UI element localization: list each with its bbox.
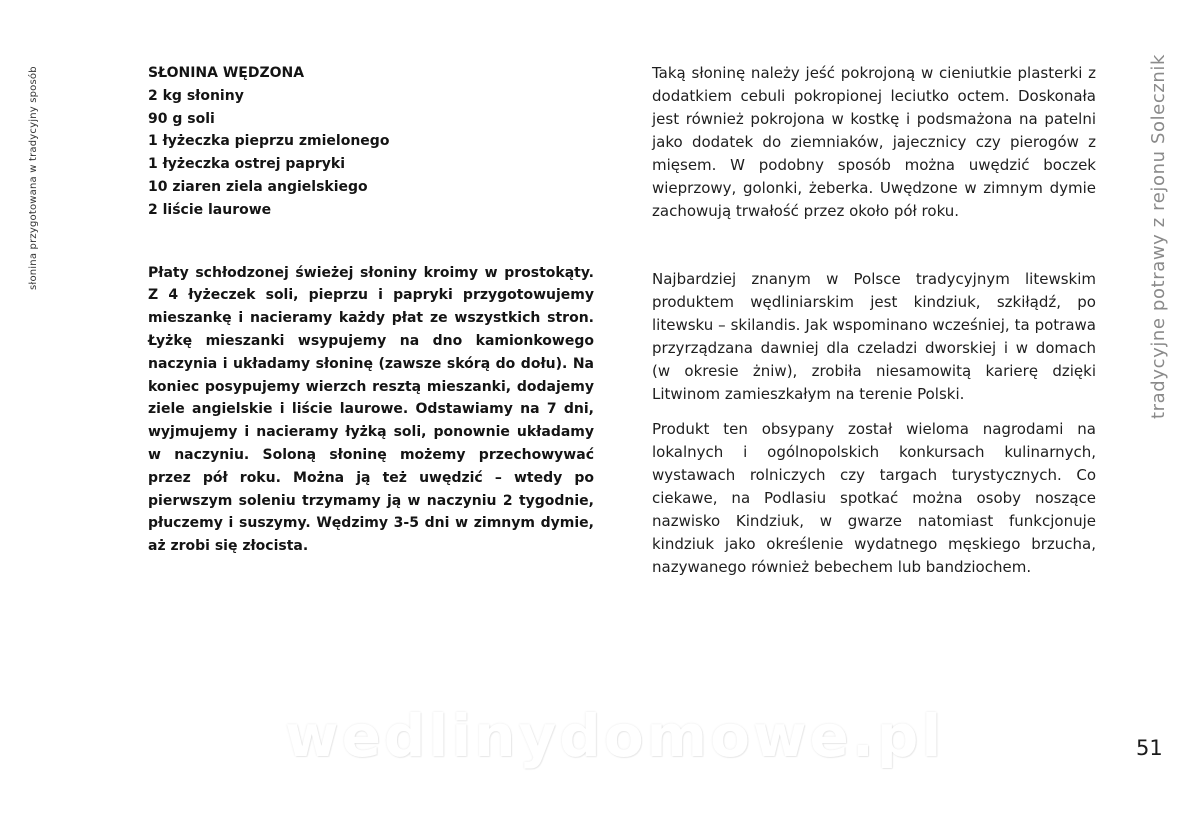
article-column <box>652 62 1096 579</box>
ingredient-item: 2 kg słoniny <box>148 87 244 104</box>
ingredient-item: 2 liście laurowe <box>148 201 272 218</box>
watermark: wedlinydomowe.pl <box>285 702 945 770</box>
recipe-method: Płaty schłodzonej świeżej słoniny kroimy w prostokąty. Z 4 łyżeczek soli, pieprzu i papryki przygotowujemy mieszankę i nacieramy każdy płat ze wszystkich stron. Łyżkę mieszanki wsypujemy na dno kamionkowego naczynia i układamy słoninę (zawsze skórą do dołu). Na koniec posypujemy wierzch resztą mieszanki, dodajemy ziele angielskie i liście laurowe. Odstawiamy na 7 dni, wyjmujemy i nacieramy łyżką soli, ponownie układamy w naczyniu. Soloną słoninę możemy przechowywać przez pół roku. Można ją też uwędzić – wtedy po pierwszym soleniu trzymamy ją w naczyniu 2 tygodnie, płuczemy i suszymy. Wędzimy 3-5 dni w zimnym dymie, aż zrobi się złocista. <box>148 264 594 555</box>
running-head-left: słonina przygotowana w tradycyjny sposób <box>28 66 39 290</box>
ingredient-item: 10 ziaren ziela angielskiego <box>148 178 368 195</box>
ingredient-item: 1 łyżeczka ostrej papryki <box>148 156 346 173</box>
article-paragraph: Produkt ten obsypany został wieloma nagrodami na lokalnych i ogólnopolskich konkursach kulinarnych, wystawach rolniczych czy targach turystycznych. Co ciekawe, na Podlasiu spotkać można osoby noszące nazwisko Kindziuk, w gwarze natomiast funkcjonuje kindziuk jako określenie wydatnego męskiego brzucha, nazywanego również bebechem lub bandziochem. <box>652 420 1096 576</box>
ingredient-list <box>148 85 594 222</box>
page-number: 51 <box>1136 736 1163 760</box>
ingredient-item: 90 g soli <box>148 110 215 127</box>
running-head-right: tradycyjne potrawy z rejonu Solecznik <box>1148 53 1169 419</box>
ingredient-item: 1 łyżeczka pieprzu zmielonego <box>148 133 390 150</box>
article-paragraph: Najbardziej znanym w Polsce tradycyjnym litewskim produktem wędliniarskim jest kindziuk, szkiłądź, po litewsku – skilandis. Jak wspominano wcześniej, ta potrawa przyrządzana dawniej dla czeladzi dworskiej i w domach (w okresie żniw), zrobiła niesamowitą karierę dzięki Litwinom zamieszkałym na terenie Polski. <box>652 270 1096 403</box>
article-paragraph: Taką słoninę należy jeść pokrojoną w cieniutkie plasterki z dodatkiem cebuli pokropionej leciutko octem. Doskonała jest również pokrojona w kostkę i podsmażona na patelni jako dodatek do ziemniaków, jajecznicy czy pierogów z mięsem. W podobny sposób można uwędzić boczek wieprzowy, golonki, żeberka. Uwędzone w zimnym dymie zachowują trwałość przez około pół roku. <box>652 64 1096 220</box>
recipe-title: SŁONINA WĘDZONA <box>148 65 305 81</box>
recipe-column <box>148 62 594 558</box>
